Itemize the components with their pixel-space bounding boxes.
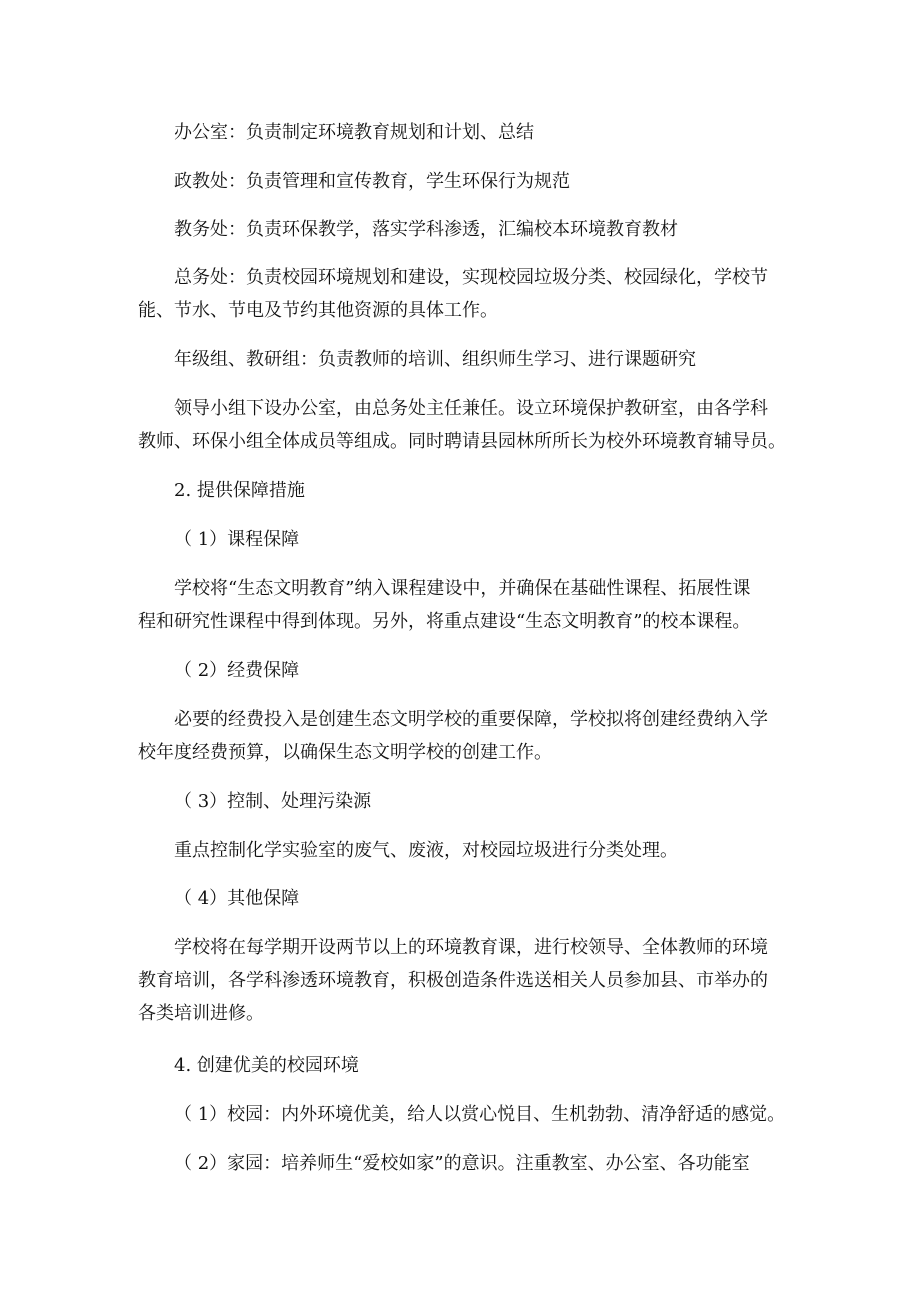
heading-guarantee-measures: 2. 提供保障措施: [174, 480, 305, 501]
paragraph-funding-line2: 校年度经费预算，以确保生态文明学校的创建工作。: [138, 742, 552, 763]
paragraph-leadership-line1: 领导小组下设办公室，由总务处主任兼任。设立环境保护教研室，由各学科: [174, 398, 768, 419]
heading-course-guarantee: （ 1）课程保障: [174, 529, 300, 550]
heading-funding-guarantee: （ 2）经费保障: [174, 660, 300, 681]
paragraph-general-affairs-line1: 总务处：负责校园环境规划和建设，实现校园垃圾分类、校园绿化，学校节: [174, 267, 768, 288]
paragraph-other-line1: 学校将在每学期开设两节以上的环境教育课，进行校领导、全体教师的环境: [174, 937, 768, 958]
paragraph-course-line1: 学校将“生态文明教育”纳入课程建设中，并确保在基础性课程、拓展性课: [174, 578, 751, 599]
heading-other-guarantee: （ 4）其他保障: [174, 888, 300, 909]
paragraph-home: （ 2）家园：培养师生“爱校如家”的意识。注重教室、办公室、各功能室: [174, 1153, 750, 1174]
paragraph-political-office: 政教处：负责管理和宣传教育，学生环保行为规范: [174, 171, 570, 192]
paragraph-office: 办公室：负责制定环境教育规划和计划、总结: [174, 122, 534, 143]
paragraph-general-affairs-line2: 能、节水、节电及节约其他资源的具体工作。: [138, 300, 498, 321]
paragraph-grade-groups: 年级组、教研组：负责教师的培训、组织师生学习、进行课题研究: [174, 349, 696, 370]
heading-campus-environment: 4. 创建优美的校园环境: [174, 1055, 359, 1076]
heading-pollution-control: （ 3）控制、处理污染源: [174, 791, 372, 812]
paragraph-funding-line1: 必要的经费投入是创建生态文明学校的重要保障，学校拟将创建经费纳入学: [174, 709, 768, 730]
paragraph-other-line3: 各类培训进修。: [138, 1003, 264, 1024]
paragraph-campus: （ 1）校园：内外环境优美，给人以赏心悦目、生机勃勃、清净舒适的感觉。: [174, 1104, 786, 1125]
paragraph-course-line2: 程和研究性课程中得到体现。另外，将重点建设“生态文明教育”的校本课程。: [138, 611, 751, 632]
paragraph-academic-office: 教务处：负责环保教学，落实学科渗透，汇编校本环境教育教材: [174, 219, 678, 240]
paragraph-leadership-line2: 教师、环保小组全体成员等组成。同时聘请县园林所所长为校外环境教育辅导员。: [138, 431, 786, 452]
paragraph-pollution: 重点控制化学实验室的废气、废液，对校园垃圾进行分类处理。: [174, 840, 678, 861]
paragraph-other-line2: 教育培训，各学科渗透环境教育，积极创造条件选送相关人员参加县、市举办的: [138, 970, 768, 991]
